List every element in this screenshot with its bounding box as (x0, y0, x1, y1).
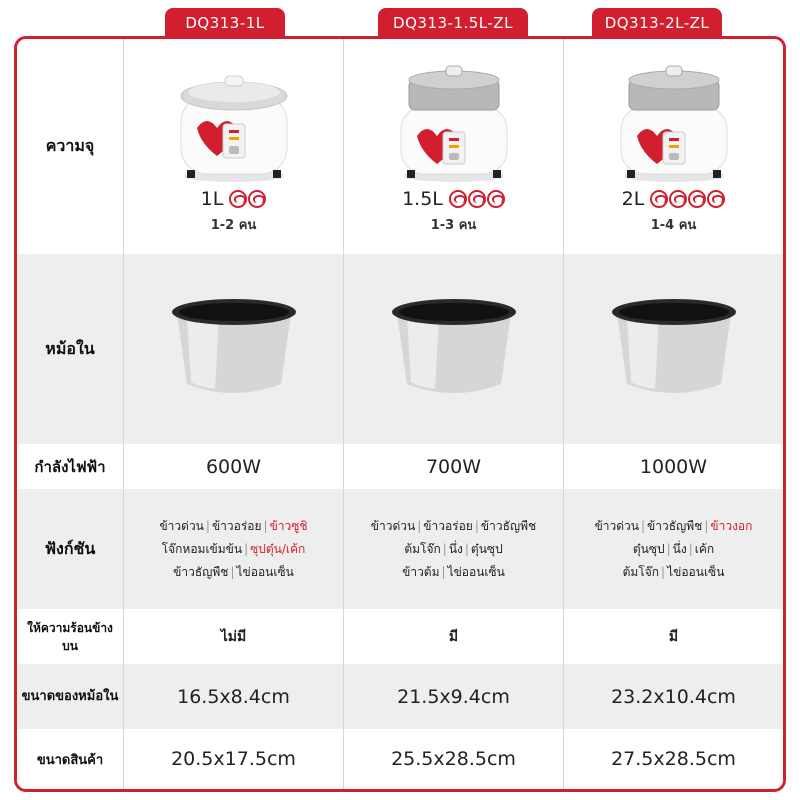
capacity-people-2: 1-3 คน (430, 218, 477, 233)
pot-size-value-3: 23.2x10.4cm (563, 664, 783, 729)
separator: | (244, 541, 249, 556)
function-line (371, 515, 536, 538)
row-label-product-size: ขนาดสินค้า (36, 752, 104, 768)
rice-cooker-2l-image (599, 58, 749, 188)
function-item: ข้าวธัญพืช (647, 518, 703, 533)
product-size-value-3: 27.5x28.5cm (563, 729, 783, 789)
capacity-cell-1 (123, 39, 343, 254)
function-line (162, 538, 306, 561)
function-item: ไข่ออนเซ็น (236, 564, 294, 579)
inner-pot-image-2 (379, 294, 529, 404)
row-label-top-heat: ให้ความร้อนข้างบน (27, 620, 113, 653)
function-item: ข้าวงอก (710, 518, 753, 533)
row-label-pot-size: ขนาดของหม้อใน (21, 689, 119, 704)
row-functions (17, 489, 783, 609)
row-inner-pot (17, 254, 783, 444)
separator: | (441, 564, 446, 579)
functions-cell-3 (563, 489, 783, 609)
function-item: เค้ก (694, 541, 715, 556)
row-top-heat (17, 609, 783, 664)
function-item: ไข่ออนเซ็น (447, 564, 505, 579)
pot-size-value-1: 16.5x8.4cm (123, 664, 343, 729)
rice-cooker-1l-image (159, 58, 309, 188)
person-outline-icon (229, 190, 247, 208)
row-label-functions: ฟังก์ชัน (44, 538, 96, 558)
people-icons-1 (229, 190, 266, 208)
function-line (623, 561, 725, 584)
function-item: ข้าวอร่อย (211, 518, 262, 533)
function-line (595, 515, 753, 538)
top-heat-value-1: ไม่มี (123, 609, 343, 664)
function-line (402, 561, 505, 584)
product-size-value-2: 25.5x28.5cm (343, 729, 563, 789)
separator: | (230, 564, 235, 579)
function-item: ซุปตุ๋น/เค้ก (250, 541, 306, 556)
row-pot-size (17, 664, 783, 729)
capacity-line-1 (201, 188, 267, 210)
power-value-2: 700W (343, 444, 563, 489)
row-label-power: กำลังไฟฟ้า (34, 457, 106, 476)
person-outline-icon (487, 190, 505, 208)
row-power (17, 444, 783, 489)
person-outline-icon (688, 190, 706, 208)
capacity-cell-3 (563, 39, 783, 254)
separator: | (205, 518, 210, 533)
function-line (173, 561, 294, 584)
function-item: ข้าวธัญพืช (480, 518, 537, 533)
product-size-value-1: 20.5x17.5cm (123, 729, 343, 789)
person-outline-icon (468, 190, 486, 208)
functions-cell-1 (123, 489, 343, 609)
tab-model-3: DQ313-2L-ZL (592, 8, 722, 36)
function-item: ข้าวด่วน (159, 518, 204, 533)
top-heat-value-2: มี (343, 609, 563, 664)
function-item: ไข่ออนเซ็น (667, 564, 725, 579)
function-item: ข้าวต้ม (402, 564, 440, 579)
capacity-people-1: 1-2 คน (210, 218, 257, 233)
inner-pot-image-1 (159, 294, 309, 404)
person-outline-icon (248, 190, 266, 208)
function-item: ตุ๋นซุป (470, 541, 503, 556)
separator: | (474, 518, 479, 533)
separator: | (641, 518, 646, 533)
inner-pot-image-3 (599, 294, 749, 404)
row-product-size (17, 729, 783, 789)
top-heat-value-3: มี (563, 609, 783, 664)
separator: | (442, 541, 447, 556)
function-item: ต้มโจ๊ก (622, 564, 660, 579)
pot-size-value-2: 21.5x9.4cm (343, 664, 563, 729)
capacity-cell-2 (343, 39, 563, 254)
separator: | (666, 541, 671, 556)
person-outline-icon (449, 190, 467, 208)
separator: | (464, 541, 469, 556)
power-value-1: 600W (123, 444, 343, 489)
person-outline-icon (707, 190, 725, 208)
function-item: ข้าวอร่อย (423, 518, 473, 533)
people-icons-3 (650, 190, 725, 208)
tab-model-2: DQ313-1.5L-ZL (378, 8, 528, 36)
row-label-inner-pot: หม้อใน (45, 338, 95, 358)
rice-cooker-1-5l-image (379, 58, 529, 188)
functions-cell-2 (343, 489, 563, 609)
comparison-table (14, 36, 786, 792)
function-line (404, 538, 502, 561)
function-item: ข้าวธัญพืช (173, 564, 229, 579)
function-item: นึ่ง (448, 541, 463, 556)
inner-pot-cell-3 (563, 254, 783, 444)
tab-model-1: DQ313-1L (165, 8, 285, 36)
separator: | (688, 541, 693, 556)
people-icons-2 (449, 190, 505, 208)
capacity-size-2: 1.5L (402, 188, 443, 210)
function-item: ข้าวด่วน (370, 518, 416, 533)
function-item: ข้าวซูชิ (269, 518, 308, 533)
capacity-line-2 (402, 188, 505, 210)
person-outline-icon (650, 190, 668, 208)
capacity-size-3: 2L (621, 188, 645, 210)
power-value-3: 1000W (563, 444, 783, 489)
separator: | (661, 564, 666, 579)
separator: | (263, 518, 268, 533)
person-outline-icon (669, 190, 687, 208)
function-item: ตุ๋นซุป (632, 541, 665, 556)
function-item: นึ่ง (672, 541, 687, 556)
model-tabs (0, 0, 800, 36)
capacity-size-1: 1L (200, 188, 224, 210)
capacity-people-3: 1-4 คน (650, 218, 697, 233)
inner-pot-cell-1 (123, 254, 343, 444)
function-line (633, 538, 714, 561)
function-item: โจ๊กหอมเข้มข้น (161, 541, 243, 556)
separator: | (417, 518, 422, 533)
row-label-capacity: ความจุ (45, 136, 95, 155)
separator: | (704, 518, 709, 533)
row-capacity (17, 39, 783, 254)
function-item: ต้มโจ๊ก (404, 541, 441, 556)
inner-pot-cell-2 (343, 254, 563, 444)
capacity-line-3 (622, 188, 726, 210)
function-item: ข้าวด่วน (594, 518, 639, 533)
function-line (159, 515, 307, 538)
